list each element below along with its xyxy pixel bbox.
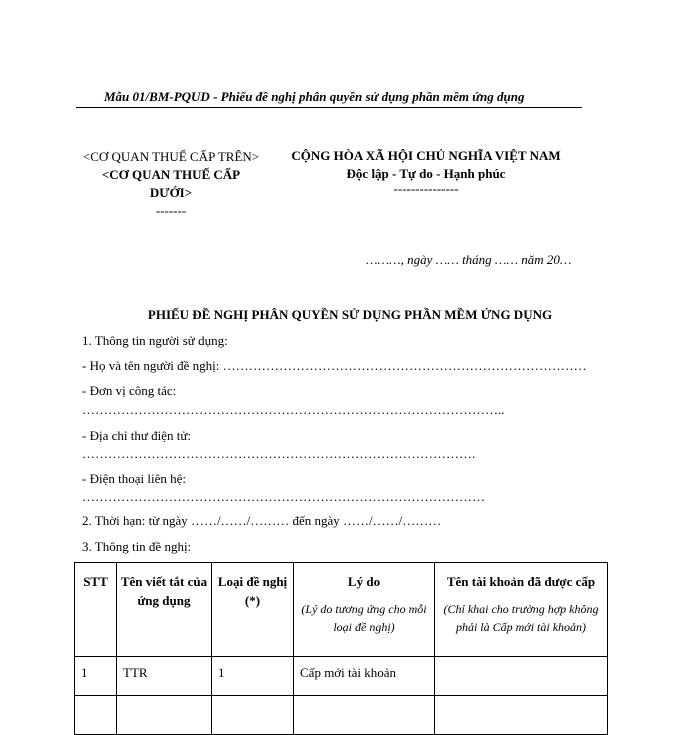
form-code-underline bbox=[76, 107, 582, 108]
nation-separator: --------------- bbox=[393, 181, 459, 196]
section-request-info: 3. Thông tin đề nghị: bbox=[82, 539, 192, 554]
lower-agency: <CƠ QUAN THUẾ CẤP DƯỚI> bbox=[101, 167, 241, 200]
work-unit-label: - Đơn vị công tác: bbox=[82, 383, 177, 398]
cell-app: TTR bbox=[117, 657, 212, 696]
cell-reason: Cấp mới tài khoản bbox=[294, 657, 435, 696]
cell-empty bbox=[75, 696, 117, 735]
table-row bbox=[75, 696, 608, 735]
upper-agency: <CƠ QUAN THUẾ CẤP TRÊN> bbox=[82, 149, 260, 164]
section-user-info: 1. Thông tin người sử dụng: bbox=[82, 333, 228, 348]
header-stt: STT bbox=[75, 563, 117, 657]
cell-empty bbox=[435, 696, 608, 735]
agency-block bbox=[80, 148, 262, 220]
work-unit-field: …………………………………………………………………………………….. bbox=[82, 402, 505, 417]
cell-account bbox=[435, 657, 608, 696]
header-app: Tên viết tắt của ứng dụng bbox=[117, 563, 212, 657]
cell-empty bbox=[212, 696, 294, 735]
cell-empty bbox=[117, 696, 212, 735]
agency-separator: ------- bbox=[155, 203, 187, 218]
header-type: Loại đề nghị (*) bbox=[212, 563, 294, 657]
request-table bbox=[74, 562, 608, 735]
header-reason: Lý do (Lý do tương ứng cho mỗi loại đề nghị) bbox=[294, 563, 435, 657]
date-line: ………, ngày …… tháng …… năm 20… bbox=[366, 252, 572, 267]
email-label: - Địa chỉ thư điện tử: bbox=[82, 428, 192, 443]
requester-name-field: - Họ và tên người đề nghị: ………………………………………………………………………… bbox=[82, 358, 587, 373]
cell-stt: 1 bbox=[75, 657, 117, 696]
phone-field: ………………………………………………………………………………… bbox=[82, 489, 485, 504]
cell-empty bbox=[294, 696, 435, 735]
period-line: 2. Thời hạn: từ ngày ……/……/……… đến ngày ……/……/……… bbox=[82, 513, 442, 528]
form-code: Mẫu 01/BM-PQUD - Phiếu đề nghị phân quyền sử dụng phần mềm ứng dụng bbox=[104, 89, 525, 104]
table-row bbox=[75, 657, 608, 696]
table-header-row bbox=[75, 563, 608, 657]
header-account-note: (Chỉ khai cho trường hợp không phải là Cấp mới tài khoản) bbox=[443, 602, 599, 634]
document-title: PHIẾU ĐỀ NGHỊ PHÂN QUYỀN SỬ DỤNG PHẦN MỀM ỨNG DỤNG bbox=[147, 307, 553, 322]
nation-motto: Độc lập - Tự do - Hạnh phúc bbox=[346, 166, 506, 181]
header-reason-note: (Lý do tương ứng cho mỗi loại đề nghị) bbox=[301, 602, 427, 634]
header-account: Tên tài khoản đã được cấp (Chỉ khai cho trường hợp không phải là Cấp mới tài khoản) bbox=[435, 563, 608, 657]
email-field: ………………………………………………………………………………. bbox=[82, 446, 476, 461]
nation-name: CỘNG HÒA XÃ HỘI CHỦ NGHĨA VIỆT NAM bbox=[291, 148, 561, 163]
phone-label: - Điện thoại liên hệ: bbox=[82, 471, 186, 486]
cell-type: 1 bbox=[212, 657, 294, 696]
nation-block bbox=[270, 147, 582, 195]
